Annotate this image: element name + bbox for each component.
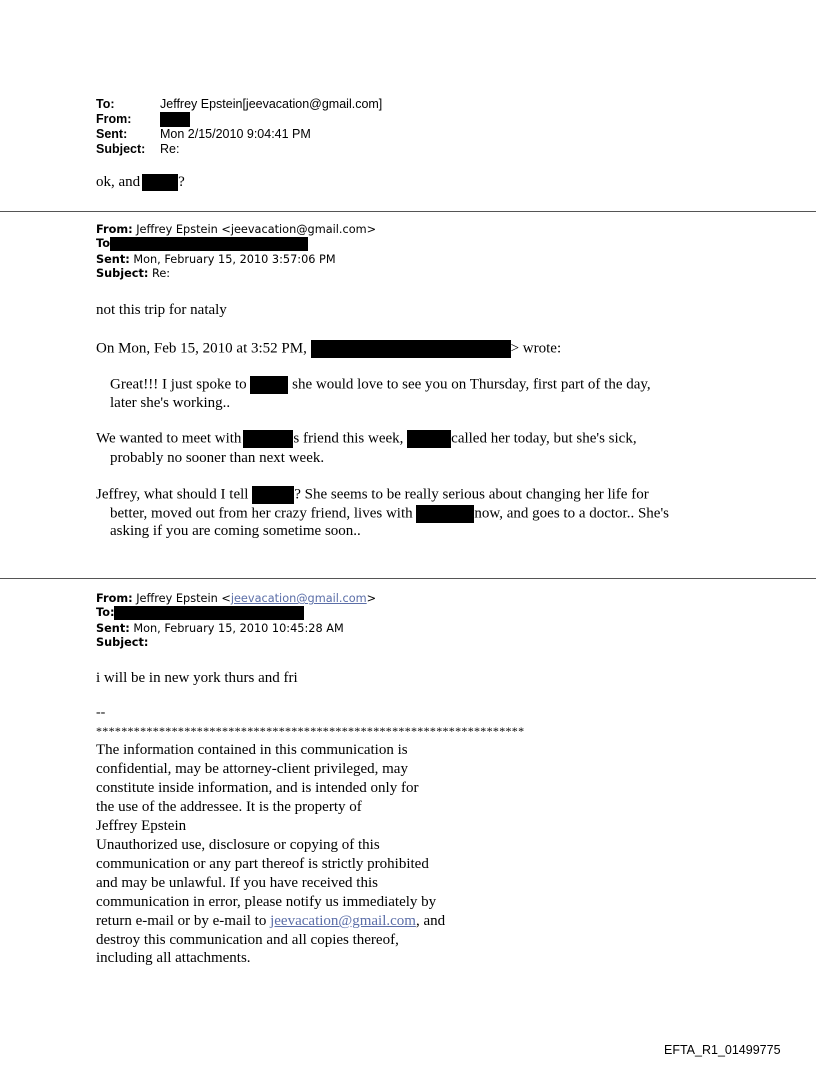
from-label: From:: [96, 592, 133, 605]
redaction-block: [407, 430, 451, 448]
document-id: EFTA_R1_01499775: [664, 1043, 781, 1057]
sent-value: Mon, February 15, 2010 3:57:06 PM: [133, 253, 336, 266]
message-divider: [0, 578, 816, 579]
from-email-link[interactable]: jeevacation@gmail.com: [230, 592, 367, 605]
from-line: [96, 223, 376, 236]
disclaimer-line: communication in error, please notify us immediately by: [96, 894, 437, 910]
message-divider: [0, 211, 816, 212]
quote-text: now, and goes to a doctor.. She's: [474, 505, 670, 522]
message-body: i will be in new york thurs and fri: [96, 670, 298, 686]
disclaimer-line: Jeffrey Epstein: [96, 818, 187, 834]
quote-line: [96, 486, 649, 504]
subject-label: Subject:: [96, 142, 146, 156]
sent-label: Sent:: [96, 253, 130, 266]
subject-label: Subject:: [96, 636, 149, 649]
quote-line: [110, 505, 669, 523]
redaction-block: [252, 486, 294, 504]
sent-label: Sent:: [96, 127, 128, 141]
quote-text: Jeffrey, what should I tell: [96, 486, 249, 503]
from-value: Jeffrey Epstein <jeevacation@gmail.com>: [136, 223, 377, 236]
to-label: To:: [96, 606, 115, 619]
redaction-block: [416, 505, 474, 523]
redaction-block: [311, 340, 511, 358]
subject-value: Re:: [160, 142, 180, 156]
quote-text: s friend this week,: [293, 430, 404, 447]
quote-intro-text: > wrote:: [510, 340, 562, 357]
disclaimer-text: , and: [415, 913, 446, 929]
disclaimer-line: the use of the addressee. It is the property of: [96, 799, 362, 815]
to-line: [96, 606, 304, 620]
disclaimer-line: communication or any part thereof is strictly prohibited: [96, 856, 429, 872]
redaction-block: [110, 237, 308, 251]
disclaimer-line: Unauthorized use, disclosure or copying of this: [96, 837, 380, 853]
quote-intro-text: On Mon, Feb 15, 2010 at 3:52 PM,: [96, 340, 307, 357]
disclaimer-text: return e-mail or by e-mail to: [96, 913, 271, 929]
redaction-block: [250, 376, 288, 394]
signature-dash: --: [96, 705, 106, 720]
subject-label: Subject:: [96, 267, 149, 280]
subject-value: Re:: [152, 267, 171, 280]
subject-line: [96, 636, 148, 649]
from-line: [96, 592, 376, 605]
disclaimer-line: constitute inside information, and is intended only for: [96, 780, 419, 796]
disclaimer-line: and may be unlawful. If you have received this: [96, 875, 378, 891]
from-label: From:: [96, 223, 133, 236]
disclaimer-line: [96, 913, 445, 930]
sent-line: [96, 622, 344, 635]
redaction-block: [114, 606, 304, 620]
quote-line: probably no sooner than next week.: [110, 450, 325, 466]
from-close: >: [366, 592, 377, 605]
to-label: To: [96, 237, 110, 250]
signature-stars: ********************************************************************: [96, 724, 525, 738]
message-body: not this trip for nataly: [96, 302, 227, 318]
quote-text: We wanted to meet with: [96, 430, 242, 447]
subject-line: [96, 267, 170, 280]
to-line: [96, 237, 308, 251]
redaction-block: [243, 430, 293, 448]
quote-line: [110, 376, 651, 394]
quote-line: later she's working..: [110, 395, 231, 411]
disclaimer-line: destroy this communication and all copies thereof,: [96, 932, 399, 948]
disclaimer-email-link[interactable]: jeevacation@gmail.com: [270, 913, 416, 929]
quote-line: asking if you are coming sometime soon..: [110, 523, 361, 539]
sent-value: Mon, February 15, 2010 10:45:28 AM: [133, 622, 344, 635]
sent-value: Mon 2/15/2010 9:04:41 PM: [160, 127, 311, 141]
quote-text: better, moved out from her crazy friend, lives with: [110, 505, 413, 522]
quote-text: she would love to see you on Thursday, first part of the day,: [292, 376, 651, 393]
quote-intro: [96, 340, 561, 358]
disclaimer-line: including all attachments.: [96, 950, 251, 966]
redaction-block: [142, 174, 178, 191]
quote-line: [96, 430, 637, 448]
quote-text: Great!!! I just spoke to: [110, 376, 247, 393]
sent-line: [96, 253, 336, 266]
from-name: Jeffrey Epstein <: [136, 592, 231, 605]
sent-label: Sent:: [96, 622, 130, 635]
quote-text: called her today, but she's sick,: [451, 430, 637, 447]
message-body: [96, 174, 185, 191]
quote-text: ? She seems to be really serious about changing her life for: [294, 486, 649, 503]
to-value: Jeffrey Epstein[jeevacation@gmail.com]: [160, 97, 383, 111]
disclaimer-line: confidential, may be attorney-client privileged, may: [96, 761, 408, 777]
from-label: From:: [96, 112, 132, 126]
redaction-block: [160, 112, 190, 127]
body-text: ok, and: [96, 174, 141, 190]
body-text: ?: [178, 174, 185, 190]
to-label: To:: [96, 97, 115, 111]
disclaimer-line: The information contained in this communication is: [96, 742, 408, 758]
